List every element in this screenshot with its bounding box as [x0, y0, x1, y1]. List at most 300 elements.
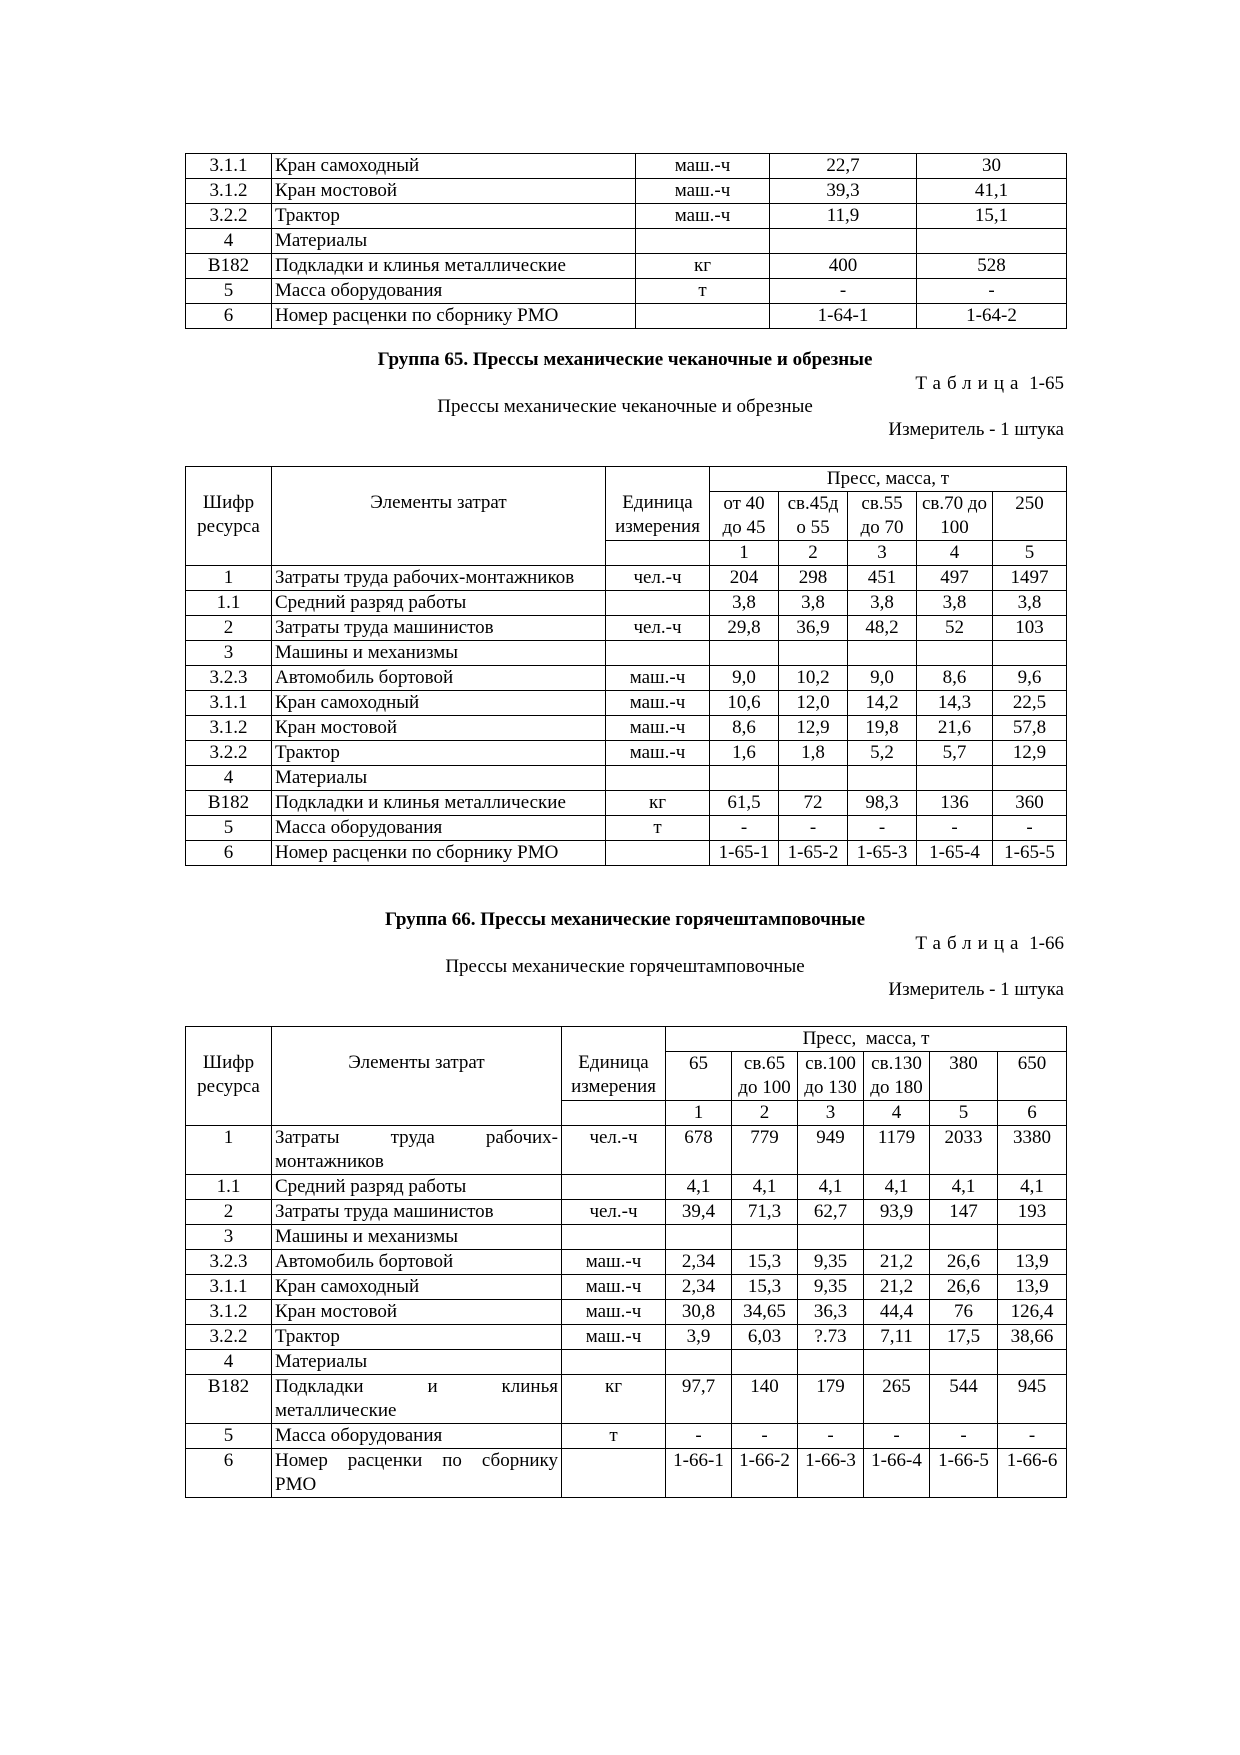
value-cell: - — [779, 816, 848, 841]
table-1-66-number — [915, 933, 1064, 955]
resource-code: В182 — [186, 254, 272, 279]
value-cell: 1,8 — [779, 741, 848, 766]
table-row — [186, 1325, 1067, 1350]
value-cell: 544 — [930, 1375, 998, 1424]
table-row — [186, 254, 1067, 279]
resource-code: 3.1.2 — [186, 1300, 272, 1325]
header-col-2: св.65 до 100 — [732, 1052, 798, 1101]
unit-cell: кг — [636, 254, 770, 279]
header-unit: Единица измерения — [562, 1027, 666, 1101]
column-number: 1 — [710, 541, 779, 566]
value-cell: - — [864, 1424, 930, 1449]
value-cell: 360 — [993, 791, 1067, 816]
value-cell: 1-65-1 — [710, 841, 779, 866]
value-cell: 945 — [998, 1375, 1067, 1424]
value-cell — [993, 641, 1067, 666]
header-press-mass: Пресс, масса, т — [710, 467, 1067, 492]
value-cell — [798, 1350, 864, 1375]
header-unit-blank — [562, 1101, 666, 1126]
value-cell: 30 — [917, 154, 1067, 179]
value-cell: 22,7 — [770, 154, 917, 179]
value-cell: 38,66 — [998, 1325, 1067, 1350]
resource-code: 3.2.2 — [186, 741, 272, 766]
value-cell — [779, 641, 848, 666]
value-cell: 298 — [779, 566, 848, 591]
value-cell: - — [848, 816, 917, 841]
value-cell: 9,6 — [993, 666, 1067, 691]
cost-element: Материалы — [272, 229, 636, 254]
value-cell: 48,2 — [848, 616, 917, 641]
table-row — [186, 816, 1067, 841]
value-cell: 9,0 — [848, 666, 917, 691]
table-row — [186, 1250, 1067, 1275]
value-cell: - — [710, 816, 779, 841]
resource-code: 1 — [186, 566, 272, 591]
value-cell: 41,1 — [917, 179, 1067, 204]
group-65-heading: Группа 65. Прессы механические чеканочные и обрезные — [377, 349, 873, 370]
column-number: 5 — [930, 1101, 998, 1126]
value-cell: 22,5 — [993, 691, 1067, 716]
table-row — [186, 279, 1067, 304]
cost-element: Автомобиль бортовой — [272, 666, 606, 691]
value-cell: 97,7 — [666, 1375, 732, 1424]
value-cell — [710, 641, 779, 666]
cost-element: Кран мостовой — [272, 716, 606, 741]
header-col-1: от 40 до 45 — [710, 492, 779, 541]
value-cell: 140 — [732, 1375, 798, 1424]
resource-code: В182 — [186, 791, 272, 816]
resource-code: 1.1 — [186, 591, 272, 616]
table-row — [186, 1424, 1067, 1449]
unit-cell — [562, 1350, 666, 1375]
header-col-5: 380 — [930, 1052, 998, 1101]
value-cell: - — [993, 816, 1067, 841]
value-cell: 34,65 — [732, 1300, 798, 1325]
value-cell: 5,2 — [848, 741, 917, 766]
value-cell: 528 — [917, 254, 1067, 279]
value-cell: 678 — [666, 1126, 732, 1175]
value-cell: 98,3 — [848, 791, 917, 816]
resource-code: 3.1.1 — [186, 154, 272, 179]
unit-cell — [636, 229, 770, 254]
value-cell: 3,9 — [666, 1325, 732, 1350]
header-col-1: 65 — [666, 1052, 732, 1101]
header-cost-elements: Элементы затрат — [272, 467, 606, 566]
cost-element: Автомобиль бортовой — [272, 1250, 562, 1275]
value-cell: - — [930, 1424, 998, 1449]
value-cell: 3,8 — [710, 591, 779, 616]
value-cell: 15,3 — [732, 1250, 798, 1275]
resource-code: 4 — [186, 1350, 272, 1375]
value-cell: 8,6 — [710, 716, 779, 741]
cost-element: Кран мостовой — [272, 1300, 562, 1325]
value-cell: 1-64-2 — [917, 304, 1067, 329]
cost-element: Затраты труда машинистов — [272, 616, 606, 641]
table-row — [186, 666, 1067, 691]
resource-code: В182 — [186, 1375, 272, 1424]
value-cell: 1-66-2 — [732, 1449, 798, 1498]
cost-element: Машины и механизмы — [272, 1225, 562, 1250]
cost-element: Подкладки и клинья металлические — [272, 254, 636, 279]
unit-cell: маш.-ч — [636, 204, 770, 229]
header-cost-elements: Элементы затрат — [272, 1027, 562, 1126]
value-cell: 136 — [917, 791, 993, 816]
cost-element: Средний разряд работы — [272, 1175, 562, 1200]
value-cell: 1-65-3 — [848, 841, 917, 866]
value-cell: 2,34 — [666, 1250, 732, 1275]
value-cell: 10,6 — [710, 691, 779, 716]
value-cell — [732, 1225, 798, 1250]
cost-element: Трактор — [272, 1325, 562, 1350]
cost-element: Материалы — [272, 766, 606, 791]
value-cell: 1-65-4 — [917, 841, 993, 866]
unit-cell — [606, 591, 710, 616]
table-row — [186, 1449, 1067, 1498]
column-number: 2 — [779, 541, 848, 566]
unit-cell: маш.-ч — [606, 716, 710, 741]
value-cell: 57,8 — [993, 716, 1067, 741]
value-cell: 1497 — [993, 566, 1067, 591]
header-col-4: св.130 до 180 — [864, 1052, 930, 1101]
resource-code: 6 — [186, 841, 272, 866]
value-cell: 36,9 — [779, 616, 848, 641]
resource-code: 3.2.3 — [186, 1250, 272, 1275]
unit-cell: маш.-ч — [636, 179, 770, 204]
value-cell: 179 — [798, 1375, 864, 1424]
column-number: 2 — [732, 1101, 798, 1126]
cost-element: Трактор — [272, 741, 606, 766]
value-cell — [848, 766, 917, 791]
value-cell: 3,8 — [993, 591, 1067, 616]
value-cell: 1-66-3 — [798, 1449, 864, 1498]
resource-code: 5 — [186, 279, 272, 304]
value-cell — [917, 641, 993, 666]
table-1-66-measure: Измеритель - 1 штука — [888, 979, 1064, 1000]
value-cell — [710, 766, 779, 791]
value-cell: 8,6 — [917, 666, 993, 691]
value-cell: 21,2 — [864, 1250, 930, 1275]
resource-code: 5 — [186, 1424, 272, 1449]
cost-element: Кран самоходный — [272, 154, 636, 179]
cost-element: Затраты труда рабочих-монтажников — [272, 566, 606, 591]
value-cell: 265 — [864, 1375, 930, 1424]
value-cell: 14,3 — [917, 691, 993, 716]
value-cell: 1,6 — [710, 741, 779, 766]
unit-cell: маш.-ч — [606, 666, 710, 691]
unit-cell: маш.-ч — [606, 741, 710, 766]
unit-cell: кг — [606, 791, 710, 816]
value-cell: - — [732, 1424, 798, 1449]
value-cell: 451 — [848, 566, 917, 591]
table-row — [186, 591, 1067, 616]
value-cell: 7,11 — [864, 1325, 930, 1350]
value-cell: 93,9 — [864, 1200, 930, 1225]
header-row — [186, 1027, 1067, 1052]
cost-element: Номер расценки по сборнику РМО — [272, 841, 606, 866]
value-cell: 61,5 — [710, 791, 779, 816]
value-cell: 4,1 — [998, 1175, 1067, 1200]
cost-element: Кран самоходный — [272, 1275, 562, 1300]
resource-code: 3.2.2 — [186, 204, 272, 229]
table-row — [186, 1175, 1067, 1200]
column-number: 3 — [848, 541, 917, 566]
value-cell: 400 — [770, 254, 917, 279]
table-row — [186, 1300, 1067, 1325]
header-unit-blank — [606, 541, 710, 566]
value-cell: 1179 — [864, 1126, 930, 1175]
cost-element: Масса оборудования — [272, 1424, 562, 1449]
value-cell: 30,8 — [666, 1300, 732, 1325]
table-1-65-measure: Измеритель - 1 штука — [888, 419, 1064, 440]
header-col-4: св.70 до 100 — [917, 492, 993, 541]
value-cell: 3,8 — [917, 591, 993, 616]
value-cell: - — [917, 816, 993, 841]
unit-cell: чел.-ч — [562, 1126, 666, 1175]
value-cell: - — [998, 1424, 1067, 1449]
unit-cell: чел.-ч — [606, 616, 710, 641]
table-row — [186, 1275, 1067, 1300]
value-cell: 3,8 — [848, 591, 917, 616]
unit-cell: т — [606, 816, 710, 841]
cost-element: Затраты труда рабочих-монтажников — [272, 1126, 562, 1175]
cost-element: Подкладки и клинья металлические — [272, 1375, 562, 1424]
value-cell: 126,4 — [998, 1300, 1067, 1325]
value-cell — [770, 229, 917, 254]
header-unit: Единица измерения — [606, 467, 710, 541]
table-row — [186, 304, 1067, 329]
value-cell: 1-64-1 — [770, 304, 917, 329]
cost-element: Средний разряд работы — [272, 591, 606, 616]
value-cell: 21,6 — [917, 716, 993, 741]
value-cell: 29,8 — [710, 616, 779, 641]
cost-element: Масса оборудования — [272, 279, 636, 304]
value-cell: 12,9 — [779, 716, 848, 741]
value-cell: 10,2 — [779, 666, 848, 691]
value-cell — [864, 1225, 930, 1250]
cost-element: Кран мостовой — [272, 179, 636, 204]
value-cell: 3380 — [998, 1126, 1067, 1175]
table-label: Таблица — [915, 373, 1025, 394]
table-row — [186, 741, 1067, 766]
value-cell: 6,03 — [732, 1325, 798, 1350]
value-cell: 12,9 — [993, 741, 1067, 766]
table-row — [186, 791, 1067, 816]
unit-cell: чел.-ч — [562, 1200, 666, 1225]
cost-element: Затраты труда машинистов — [272, 1200, 562, 1225]
resource-code: 3.1.1 — [186, 1275, 272, 1300]
unit-cell: т — [562, 1424, 666, 1449]
value-cell: 4,1 — [798, 1175, 864, 1200]
value-cell: 1-66-4 — [864, 1449, 930, 1498]
value-cell: 1-65-2 — [779, 841, 848, 866]
value-cell: 12,0 — [779, 691, 848, 716]
header-resource-code: Шифр ресурса — [186, 1027, 272, 1126]
table-row — [186, 1375, 1067, 1424]
value-cell: 2033 — [930, 1126, 998, 1175]
value-cell — [917, 229, 1067, 254]
value-cell: 13,9 — [998, 1250, 1067, 1275]
header-col-3: св.55 до 70 — [848, 492, 917, 541]
value-cell: 204 — [710, 566, 779, 591]
value-cell: 72 — [779, 791, 848, 816]
value-cell — [732, 1350, 798, 1375]
value-cell — [864, 1350, 930, 1375]
value-cell: 76 — [930, 1300, 998, 1325]
value-cell: 11,9 — [770, 204, 917, 229]
resource-code: 3.1.2 — [186, 716, 272, 741]
value-cell: 26,6 — [930, 1275, 998, 1300]
value-cell: - — [917, 279, 1067, 304]
value-cell: 9,0 — [710, 666, 779, 691]
value-cell: 147 — [930, 1200, 998, 1225]
table-1-65-number — [915, 373, 1064, 395]
table-row — [186, 179, 1067, 204]
unit-cell — [606, 841, 710, 866]
table-row — [186, 1225, 1067, 1250]
table-1-65 — [185, 466, 1067, 866]
resource-code: 3.2.2 — [186, 1325, 272, 1350]
value-cell: 71,3 — [732, 1200, 798, 1225]
value-cell: 17,5 — [930, 1325, 998, 1350]
column-number: 1 — [666, 1101, 732, 1126]
table-1-64-continuation — [185, 153, 1067, 329]
header-row — [186, 467, 1067, 492]
value-cell — [998, 1225, 1067, 1250]
value-cell: 15,1 — [917, 204, 1067, 229]
value-cell: 9,35 — [798, 1275, 864, 1300]
unit-cell — [636, 304, 770, 329]
table-row — [186, 566, 1067, 591]
resource-code: 3 — [186, 1225, 272, 1250]
unit-cell: маш.-ч — [562, 1275, 666, 1300]
cost-element: Материалы — [272, 1350, 562, 1375]
header-resource-code: Шифр ресурса — [186, 467, 272, 566]
value-cell: 13,9 — [998, 1275, 1067, 1300]
value-cell: 39,3 — [770, 179, 917, 204]
table-number: 1-65 — [1029, 373, 1064, 394]
value-cell: 193 — [998, 1200, 1067, 1225]
table-row — [186, 691, 1067, 716]
resource-code: 2 — [186, 616, 272, 641]
value-cell: 39,4 — [666, 1200, 732, 1225]
header-col-2: св.45д о 55 — [779, 492, 848, 541]
value-cell — [666, 1225, 732, 1250]
unit-cell: маш.-ч — [562, 1325, 666, 1350]
resource-code: 3.1.2 — [186, 179, 272, 204]
resource-code: 3.1.1 — [186, 691, 272, 716]
value-cell: 9,35 — [798, 1250, 864, 1275]
table-row — [186, 1126, 1067, 1175]
header-press-mass: Пресс, масса, т — [666, 1027, 1067, 1052]
unit-cell — [562, 1175, 666, 1200]
value-cell: 36,3 — [798, 1300, 864, 1325]
value-cell — [930, 1225, 998, 1250]
column-number: 4 — [864, 1101, 930, 1126]
value-cell — [917, 766, 993, 791]
cost-element: Номер расценки по сборнику РМО — [272, 1449, 562, 1498]
value-cell: 21,2 — [864, 1275, 930, 1300]
group-66-heading: Группа 66. Прессы механические горячештамповочные — [384, 909, 866, 930]
value-cell — [779, 766, 848, 791]
value-cell: 1-66-5 — [930, 1449, 998, 1498]
cost-element: Подкладки и клинья металлические — [272, 791, 606, 816]
value-cell: 497 — [917, 566, 993, 591]
cost-element: Трактор — [272, 204, 636, 229]
header-col-5: 250 — [993, 492, 1067, 541]
resource-code: 6 — [186, 1449, 272, 1498]
unit-cell: маш.-ч — [562, 1300, 666, 1325]
value-cell: 62,7 — [798, 1200, 864, 1225]
value-cell — [930, 1350, 998, 1375]
table-number: 1-66 — [1029, 933, 1064, 954]
value-cell — [666, 1350, 732, 1375]
unit-cell: кг — [562, 1375, 666, 1424]
value-cell — [998, 1350, 1067, 1375]
column-number: 4 — [917, 541, 993, 566]
value-cell: 3,8 — [779, 591, 848, 616]
value-cell: 19,8 — [848, 716, 917, 741]
value-cell: 949 — [798, 1126, 864, 1175]
value-cell: - — [666, 1424, 732, 1449]
value-cell: 14,2 — [848, 691, 917, 716]
cost-element: Масса оборудования — [272, 816, 606, 841]
value-cell: 779 — [732, 1126, 798, 1175]
header-col-6: 650 — [998, 1052, 1067, 1101]
unit-cell — [606, 641, 710, 666]
value-cell — [993, 766, 1067, 791]
value-cell: 44,4 — [864, 1300, 930, 1325]
table-row — [186, 1200, 1067, 1225]
value-cell: 26,6 — [930, 1250, 998, 1275]
value-cell: 1-66-6 — [998, 1449, 1067, 1498]
value-cell — [848, 641, 917, 666]
resource-code: 3 — [186, 641, 272, 666]
table-1-66-title: Прессы механические горячештамповочные — [445, 956, 805, 977]
cost-element: Машины и механизмы — [272, 641, 606, 666]
table-row — [186, 204, 1067, 229]
resource-code: 1.1 — [186, 1175, 272, 1200]
value-cell: 1-65-5 — [993, 841, 1067, 866]
value-cell: 4,1 — [666, 1175, 732, 1200]
table-1-66 — [185, 1026, 1067, 1498]
unit-cell — [562, 1449, 666, 1498]
cost-element: Номер расценки по сборнику РМО — [272, 304, 636, 329]
value-cell: 15,3 — [732, 1275, 798, 1300]
value-cell: 4,1 — [930, 1175, 998, 1200]
value-cell: - — [798, 1424, 864, 1449]
table-row — [186, 1350, 1067, 1375]
column-number: 5 — [993, 541, 1067, 566]
value-cell: - — [770, 279, 917, 304]
table-1-65-title: Прессы механические чеканочные и обрезные — [437, 396, 813, 417]
table-row — [186, 641, 1067, 666]
resource-code: 5 — [186, 816, 272, 841]
table-row — [186, 716, 1067, 741]
column-number: 6 — [998, 1101, 1067, 1126]
resource-code: 6 — [186, 304, 272, 329]
value-cell: 103 — [993, 616, 1067, 641]
unit-cell: маш.-ч — [636, 154, 770, 179]
table-row — [186, 229, 1067, 254]
table-row — [186, 766, 1067, 791]
value-cell: 2,34 — [666, 1275, 732, 1300]
resource-code: 4 — [186, 766, 272, 791]
table-row — [186, 154, 1067, 179]
resource-code: 3.2.3 — [186, 666, 272, 691]
value-cell: 52 — [917, 616, 993, 641]
value-cell: ?.73 — [798, 1325, 864, 1350]
value-cell: 1-66-1 — [666, 1449, 732, 1498]
